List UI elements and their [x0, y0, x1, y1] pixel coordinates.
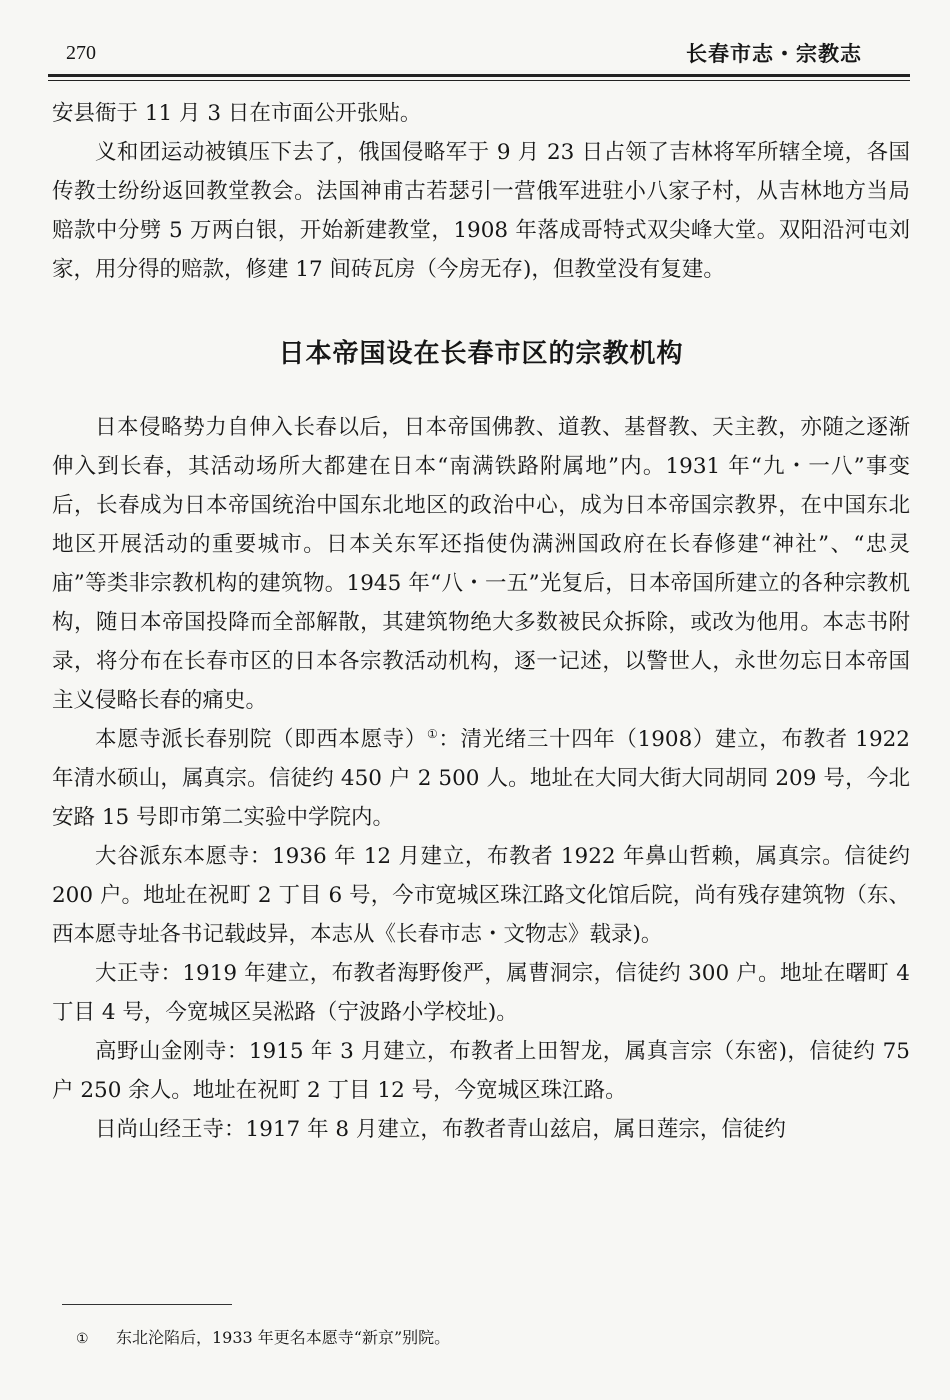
entry-higashi-honganji [52, 837, 910, 954]
entry-text: ：清光绪三十四年（1908）建立，布教者 1922 年清水硕山，属真宗。信徒约 450 户 2 500 人。地址在大同大街大同胡同 209 号，今北安路 15 号即市第二实验中学院内。 [52, 727, 910, 830]
footnote [76, 1325, 450, 1348]
section-title: 日本帝国设在长春市区的宗教机构 [278, 339, 684, 369]
footnote-ref: ① [426, 726, 439, 741]
section-overview: 日本侵略势力自伸入长春以后，日本帝国佛教、道教、基督教、天主教，亦随之逐渐伸入到长春，其活动场所大都建在日本“南满铁路附属地”内。1931 年“九・一八”事变后，长春成为日本帝国统治中国东北地区的政治中心，成为日本帝国宗教界，在中国东北地区开展活动的重要城市。日本关东军还指使伪满洲国政府在长春修建“神社”、“忠灵庙”等类非宗教机构的建筑物。1945 年“八・一五”光复后，日本帝国所建立的各种宗教机构，随日本帝国投降而全部解散，其建筑物绝大多数被民众拆除，或改为他用。本志书附录，将分布在长春市区的日本各宗教活动机构，逐一记述，以警世人，永世勿忘日本帝国主义侵略长春的痛史。 [52, 415, 910, 713]
footnote-text: 东北沦陷后，1933 年更名本愿寺“新京”别院。 [116, 1328, 451, 1347]
page-number: 270 [66, 42, 96, 64]
page-header [48, 36, 910, 70]
entry-nishi-honganji [52, 720, 910, 837]
body-text [52, 94, 910, 1149]
entry-text: ：1936 年 12 月建立，布教者 1922 年鼻山哲赖，属真宗。信徒约 200 户。地址在祝町 2 丁目 6 号，今市宽城区珠江路文化馆后院，尚有残存建筑物（东、西本愿寺址各书记载歧异，本志从《长春市志・文物志》载录)。 [52, 844, 910, 947]
entry-kongo-temple [52, 1032, 910, 1110]
entry-lead: 日尚山经王寺 [95, 1117, 225, 1142]
continued-paragraph: 安县衙于 11 月 3 日在市面公开张贴。 [52, 101, 422, 126]
header-rule-thick [48, 74, 910, 77]
entry-lead: 高野山金刚寺 [95, 1039, 227, 1064]
entry-kyoo-temple [52, 1110, 910, 1149]
footnote-marker: ① [76, 1331, 89, 1347]
entry-taisho-temple [52, 954, 910, 1032]
entry-lead: 本愿寺派长春别院（即西本愿寺） [95, 727, 427, 752]
paragraph-boxer-aftermath: 义和团运动被镇压下去了，俄国侵略军于 9 月 23 日占领了吉林将军所辖全境，各国传教士纷纷返回教堂教会。法国神甫古若瑟引一营俄军进驻小八家子村，从吉林地方当局赔款中分劈 5 万两白银，开始新建教堂，1908 年落成哥特式双尖峰大堂。双阳沿河屯刘家，用分得的赔款，修建 17 间砖瓦房（今房无存)，但教堂没有复建。 [52, 140, 910, 282]
entry-text: ：1919 年建立，布教者海野俊严，属曹洞宗，信徒约 300 户。地址在曙町 4 丁目 4 号，今宽城区吴淞路（宁波路小学校址)。 [52, 961, 910, 1025]
entry-lead: 大谷派东本愿寺 [95, 844, 250, 869]
footnote-divider [62, 1304, 232, 1305]
entry-lead: 大正寺 [95, 961, 161, 986]
entry-text: ：1917 年 8 月建立，布教者青山兹启，属日莲宗，信徒约 [224, 1117, 786, 1142]
header-rule-thin [48, 80, 910, 81]
entry-text: ：1915 年 3 月建立，布教者上田智龙，属真言宗（东密)，信徒约 75 户 250 余人。地址在祝町 2 丁目 12 号，今宽城区珠江路。 [52, 1039, 910, 1103]
running-head: 长春市志・宗教志 [686, 42, 862, 66]
